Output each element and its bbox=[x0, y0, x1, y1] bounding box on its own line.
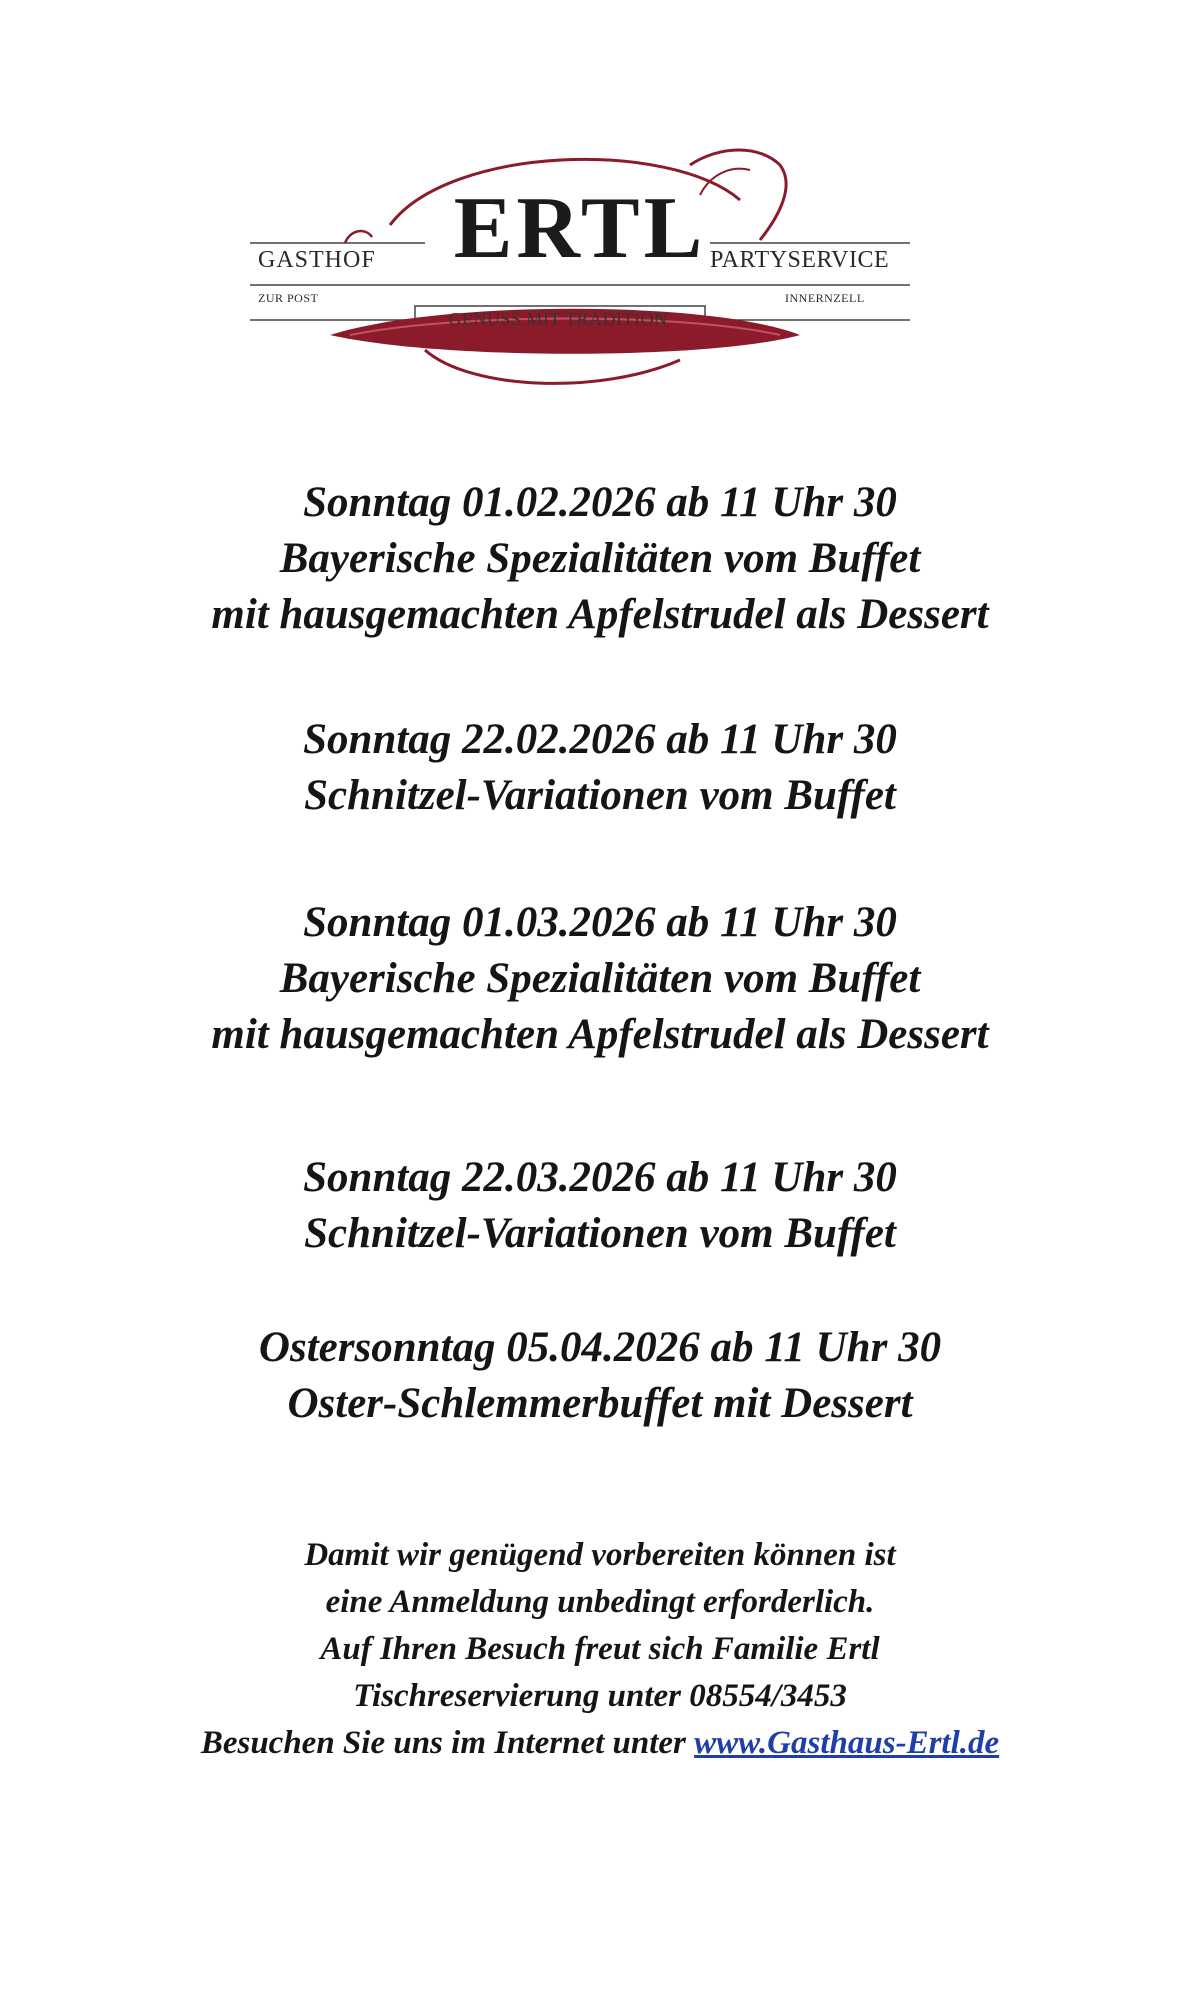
event-block bbox=[0, 475, 1200, 643]
event-description-line: Bayerische Spezialitäten vom Buffet bbox=[279, 955, 921, 1002]
logo-right-word: PARTYSERVICE bbox=[710, 247, 890, 273]
website-prefix: Besuchen Sie uns im Internet unter bbox=[200, 1725, 695, 1761]
phone-line: Tischreservierung unter 08554/3453 bbox=[353, 1678, 847, 1714]
event-date-line: Sonntag 01.03.2026 ab 11 Uhr 30 bbox=[303, 899, 897, 946]
reservation-notice bbox=[0, 1532, 1200, 1767]
event-description-line: Bayerische Spezialitäten vom Buffet bbox=[279, 535, 921, 582]
event-block bbox=[0, 1150, 1200, 1262]
notice-line: eine Anmeldung unbedingt erforderlich. bbox=[325, 1584, 875, 1620]
event-description-line: mit hausgemachten Apfelstrudel als Dessert bbox=[211, 591, 989, 638]
website-line bbox=[0, 1720, 1200, 1767]
event-block bbox=[0, 895, 1200, 1063]
logo-left-subtitle: ZUR POST bbox=[258, 291, 319, 305]
logo-right-subtitle: INNERNZELL bbox=[785, 291, 865, 305]
notice-line: Auf Ihren Besuch freut sich Familie Ertl bbox=[320, 1631, 880, 1667]
event-description-line: Schnitzel-Variationen vom Buffet bbox=[304, 772, 896, 819]
restaurant-logo bbox=[240, 145, 920, 395]
event-date-line: Sonntag 22.02.2026 ab 11 Uhr 30 bbox=[303, 716, 897, 763]
logo-left-word: GASTHOF bbox=[258, 247, 376, 273]
event-block bbox=[0, 712, 1200, 824]
event-block bbox=[0, 1320, 1200, 1432]
event-description-line: Oster-Schlemmerbuffet mit Dessert bbox=[287, 1380, 913, 1427]
event-description-line: Schnitzel-Variationen vom Buffet bbox=[304, 1210, 896, 1257]
event-description-line: mit hausgemachten Apfelstrudel als Dessert bbox=[211, 1011, 989, 1058]
logo-tagline: GENUSS MIT TRADITION bbox=[448, 309, 668, 329]
event-date-line: Sonntag 01.02.2026 ab 11 Uhr 30 bbox=[303, 479, 897, 526]
event-date-line: Sonntag 22.03.2026 ab 11 Uhr 30 bbox=[303, 1154, 897, 1201]
logo-brand-name: ERTL bbox=[453, 180, 707, 277]
website-link[interactable]: www.Gasthaus-Ertl.de bbox=[694, 1725, 1000, 1761]
notice-line: Damit wir genügend vorbereiten können ist bbox=[304, 1537, 896, 1573]
event-date-line: Ostersonntag 05.04.2026 ab 11 Uhr 30 bbox=[258, 1324, 942, 1371]
